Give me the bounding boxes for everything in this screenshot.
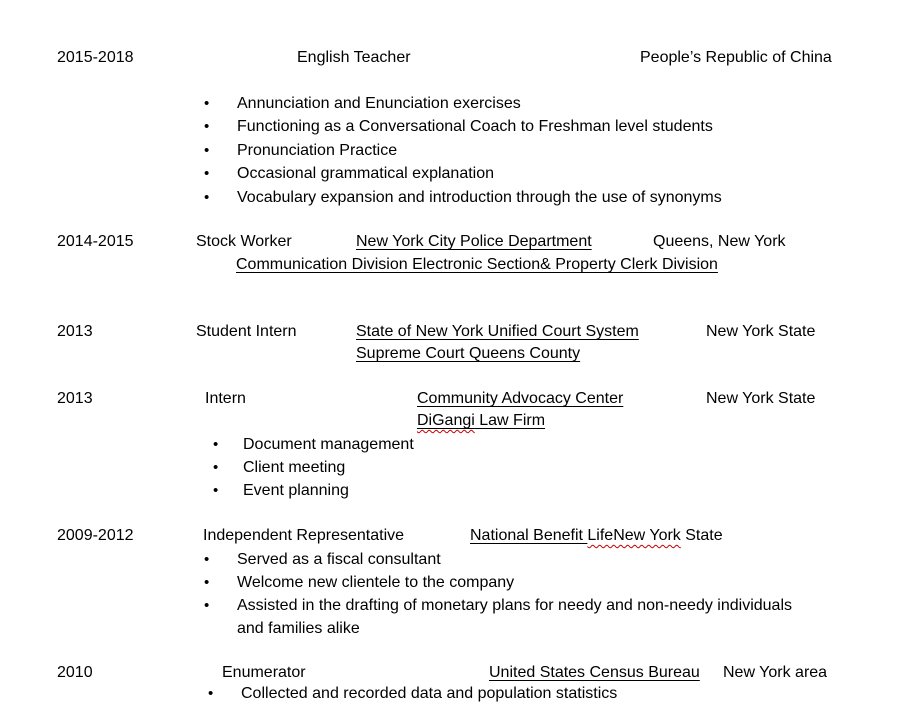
bullet-dot: • <box>204 574 210 591</box>
bullet-item <box>204 597 792 615</box>
bullet-text: Pronunciation Practice <box>237 142 398 159</box>
organization-name: United States Census Bureau <box>489 664 700 681</box>
job-title: Stock Worker <box>196 233 292 250</box>
bullet-item <box>204 551 441 569</box>
job-title: Student Intern <box>196 323 297 340</box>
organization-name: State of New York Unified Court System <box>356 323 639 340</box>
period: 2013 <box>57 390 93 407</box>
bullet-item <box>213 459 345 477</box>
bullet-text: Client meeting <box>243 459 346 476</box>
bullet-text: Annunciation and Enunciation exercises <box>237 95 521 112</box>
bullet-dot: • <box>204 551 210 568</box>
period: 2015-2018 <box>57 49 134 66</box>
bullet-dot: • <box>204 189 210 206</box>
bullet-text: Document management <box>243 436 414 453</box>
bullet-dot: • <box>204 165 210 182</box>
organization-division-line: Supreme Court Queens County <box>356 345 581 362</box>
period: 2014-2015 <box>57 233 134 250</box>
bullet-wrap-line <box>237 620 360 638</box>
job-title: English Teacher <box>297 49 411 66</box>
job-title: Enumerator <box>222 664 306 681</box>
period: 2013 <box>57 323 93 340</box>
organization-underlined-part: National Benefit <box>470 527 588 544</box>
bullet-dot: • <box>213 459 219 476</box>
bullet-dot: • <box>204 142 210 159</box>
location: State <box>680 527 723 544</box>
misspelled-word: DiGangi <box>417 412 475 429</box>
bullet-dot: • <box>204 118 210 135</box>
bullet-dot: • <box>213 482 219 499</box>
organization-division-rest: Law Firm <box>474 412 546 429</box>
location: People’s Republic of China <box>640 49 832 66</box>
job-title: Intern <box>205 390 246 407</box>
bullet-text: Collected and recorded data and population statistics <box>241 685 618 702</box>
bullet-item <box>213 436 414 454</box>
bullet-text: Occasional grammatical explanation <box>237 165 495 182</box>
bullet-dot: • <box>204 95 210 112</box>
location: New York State <box>706 323 816 340</box>
bullet-dot: • <box>213 436 219 453</box>
job-title: Independent Representative <box>203 527 405 544</box>
bullet-text: Welcome new clientele to the company <box>237 574 515 591</box>
bullet-item <box>204 189 722 207</box>
organization-name: Community Advocacy Center <box>417 390 624 407</box>
bullet-text: Vocabulary expansion and introduction through the use of synonyms <box>237 189 722 206</box>
organization-name: New York City Police Department <box>356 233 592 250</box>
organization-name <box>470 527 723 545</box>
bullet-text: Assisted in the drafting of monetary plans for needy and non-needy individuals <box>237 597 793 614</box>
bullet-item <box>204 142 397 160</box>
bullet-item <box>204 118 713 136</box>
bullet-item <box>208 685 617 703</box>
bullet-item <box>204 95 521 113</box>
bullet-item <box>204 165 494 183</box>
location: New York State <box>706 390 816 407</box>
period: 2009-2012 <box>57 527 134 544</box>
bullet-dot: • <box>208 685 214 702</box>
bullet-dot: • <box>204 597 210 614</box>
organization-division-line <box>417 412 545 430</box>
bullet-text: Served as a fiscal consultant <box>237 551 441 568</box>
bullet-item <box>204 574 514 592</box>
bullet-text: Event planning <box>243 482 349 499</box>
misspelled-word: LifeNew York <box>587 527 681 544</box>
location: New York area <box>723 664 828 681</box>
bullet-item <box>213 482 349 500</box>
bullet-text: Functioning as a Conversational Coach to Freshman level students <box>237 118 713 135</box>
bullet-text: and families alike <box>237 620 360 637</box>
period: 2010 <box>57 664 93 681</box>
location: Queens, New York <box>653 233 786 250</box>
organization-division-line: Communication Division Electronic Section& Property Clerk Division <box>236 256 718 273</box>
